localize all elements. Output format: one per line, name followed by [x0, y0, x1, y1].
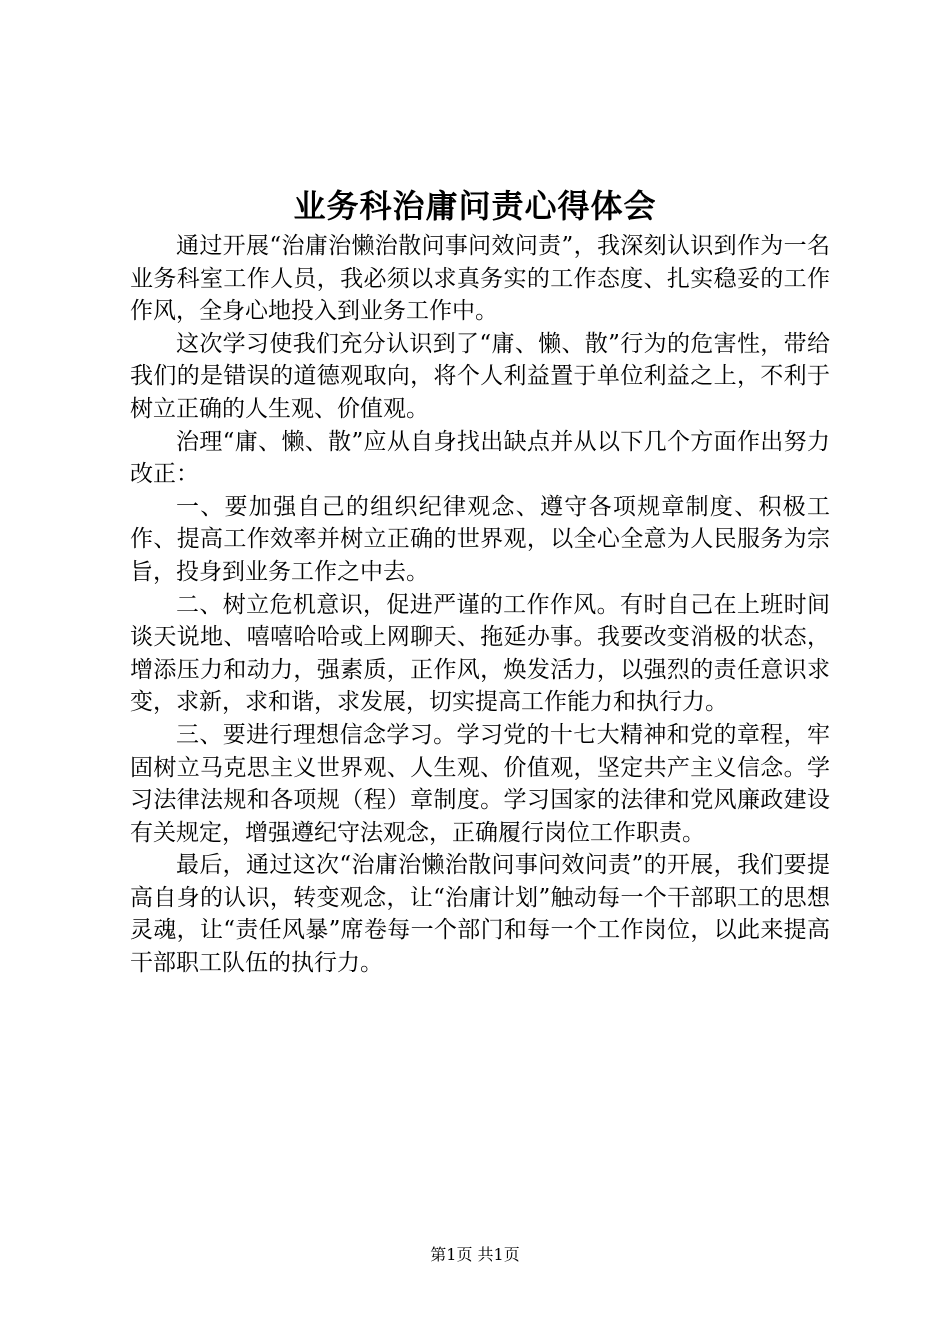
paragraph: 最后，通过这次“治庸治懒治散问事问效问责”的开展，我们要提高自身的认识，转变观念，让“治庸计划”触动每一个干部职工的思想灵魂，让“责任风暴”席卷每一个部门和每一个工作岗位，以此来提高干部职工队伍的执行力。 — [130, 852, 830, 977]
paragraph: 三、要进行理想信念学习。学习党的十七大精神和党的章程，牢固树立马克思主义世界观、人生观、价值观，坚定共产主义信念。学习法律法规和各项规（程）章制度。学习国家的法律和党风廉政建设有关规定，增强遵纪守法观念，正确履行岗位工作职责。 — [130, 721, 830, 846]
paragraph: 通过开展“治庸治懒治散问事问效问责”，我深刻认识到作为一名业务科室工作人员，我必须以求真务实的工作态度、扎实稳妥的工作作风，全身心地投入到业务工作中。 — [130, 233, 830, 325]
paragraph: 治理“庸、懒、散”应从自身找出缺点并从以下几个方面作出努力改正： — [130, 428, 830, 488]
paragraph: 二、树立危机意识，促进严谨的工作作风。有时自己在上班时间谈天说地、嘻嘻哈哈或上网聊天、拖延办事。我要改变消极的状态，增添压力和动力，强素质，正作风，焕发活力，以强烈的责任意识求变，求新，求和谐，求发展，切实提高工作能力和执行力。 — [130, 591, 830, 716]
document-title: 业务科治庸问责心得体会 — [293, 187, 657, 225]
page-number-footer: 第1页 共1页 — [430, 1245, 520, 1264]
paragraph: 一、要加强自己的组织纪律观念、遵守各项规章制度、积极工作、提高工作效率并树立正确的世界观，以全心全意为人民服务为宗旨，投身到业务工作之中去。 — [130, 493, 830, 585]
paragraph: 这次学习使我们充分认识到了“庸、懒、散”行为的危害性，带给我们的是错误的道德观取向，将个人利益置于单位利益之上，不利于树立正确的人生观、价值观。 — [130, 330, 830, 422]
document-body — [130, 230, 830, 980]
